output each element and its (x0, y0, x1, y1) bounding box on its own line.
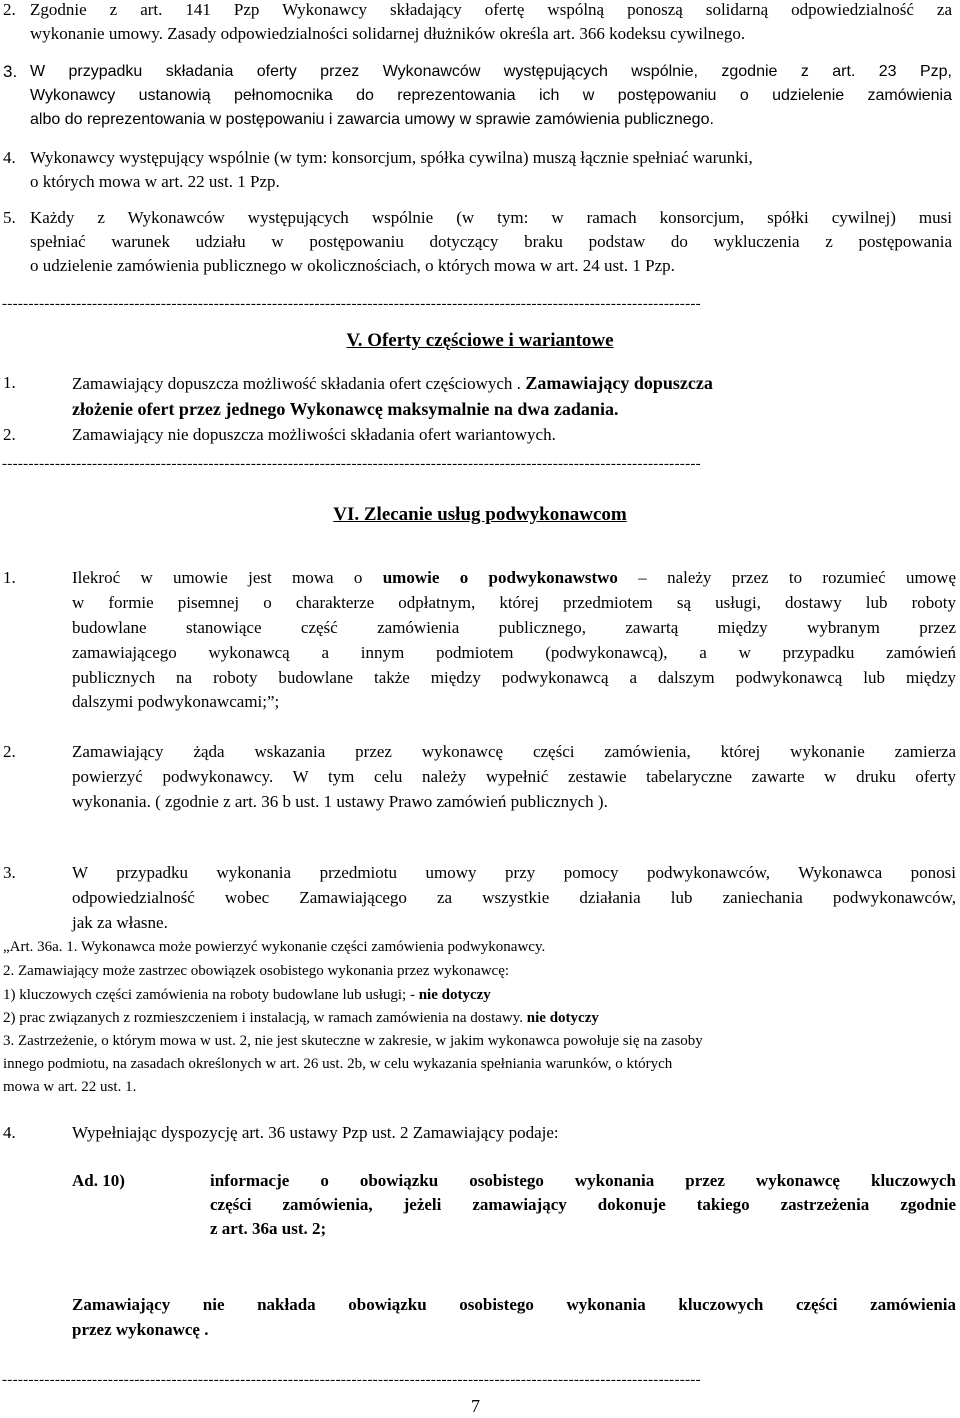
paragraph-line: zamawiającego wykonawcą a innym podmiotem (podwykonawcą), a w przypadku zamówień (72, 643, 956, 662)
separator-line: ------------------------------------------------------------------------------------------------------------------------------------ (2, 1372, 701, 1388)
paragraph-line: Zgodnie z art. 141 Pzp Wykonawcy składający ofertę wspólną ponoszą solidarną odpowiedzialność za (30, 0, 952, 19)
paragraph-line: Wykonawcy ustanowią pełnomocnika do reprezentowania ich w postępowaniu o udzielenie zamówienia (30, 87, 952, 104)
separator-line: ------------------------------------------------------------------------------------------------------------------------------------ (2, 296, 701, 312)
item-number: 3. (3, 62, 18, 81)
paragraph-line: Zamawiający żąda wskazania przez wykonawcę części zamówienia, której wykonanie zamierza (72, 742, 956, 761)
paragraph-line (72, 566, 956, 590)
bold-line: informacje o obowiązku osobistego wykonania przez wykonawcę kluczowych (210, 1171, 956, 1190)
item-number: 5. (3, 208, 16, 227)
paragraph-line: publicznych na roboty budowlane także między podwykonawcą a dalszym podwykonawcą lub między (72, 668, 956, 687)
paragraph-line: jak za własne. (72, 913, 168, 932)
paragraph-line: Wykonawcy występujący wspólnie (w tym: konsorcjum, spółka cywilna) muszą łącznie spełniać warunki, (30, 148, 753, 167)
paragraph-line: Zamawiający nie dopuszcza możliwości składania ofert wariantowych. (72, 425, 556, 444)
bold-text-run: nie dotyczy (526, 1010, 599, 1026)
section-heading: VI. Zlecanie usług podwykonawcom (333, 504, 627, 525)
paragraph-line: o udzielenie zamówienia publicznego w okolicznościach, o których mowa w art. 24 ust. 1 Pzp. (30, 256, 675, 275)
quote-line: „Art. 36a. 1. Wykonawca może powierzyć wykonanie części zamówienia podwykonawcy. (3, 939, 546, 955)
paragraph-line: Wypełniając dyspozycję art. 36 ustawy Pzp ust. 2 Zamawiający podaje: (72, 1123, 559, 1142)
bold-line: złożenie ofert przez jednego Wykonawcę maksymalnie na dwa zadania. (72, 399, 619, 419)
text-run: – należy przez to rozumieć umowę (617, 568, 956, 587)
bold-line: części zamówienia, jeżeli zamawiający dokonuje takiego zastrzeżenia zgodnie (210, 1195, 956, 1214)
text-run: Zamawiający dopuszcza możliwość składania ofert częściowych . (72, 374, 521, 393)
paragraph-line: wykonania. ( zgodnie z art. 36 b ust. 1 ustawy Prawo zamówień publicznych ). (72, 792, 608, 811)
paragraph-line: spełniać warunek udziału w postępowaniu dotyczący braku podstaw do wykluczenia z postępowania (30, 232, 952, 251)
paragraph-line: albo do reprezentowania w postępowaniu i zawarcia umowy w sprawie zamówienia publicznego. (30, 111, 714, 128)
page-number: 7 (471, 1396, 480, 1416)
section-heading: V. Oferty częściowe i wariantowe (346, 330, 614, 351)
ad-label: Ad. 10) (72, 1171, 125, 1190)
quote-line: innego podmiotu, na zasadach określonych w art. 26 ust. 2b, w celu wykazania spełniania warunków, o których (3, 1056, 673, 1072)
item-number: 1. (3, 568, 16, 587)
paragraph-line: powierzyć podwykonawcy. W tym celu należy wypełnić zestawie tabelaryczne zawarte w druku oferty (72, 767, 956, 786)
item-number: 2. (3, 0, 16, 19)
paragraph-line: w formie pisemnej o charakterze odpłatnym, której przedmiotem są usługi, dostawy lub roboty (72, 593, 956, 612)
quote-line (3, 984, 491, 1006)
item-number: 4. (3, 148, 16, 167)
item-number: 2. (3, 425, 16, 444)
bold-text-run: Zamawiający dopuszcza (520, 373, 713, 393)
bold-text-run: umowie o podwykonawstwo (382, 568, 618, 587)
paragraph-line: W przypadku wykonania przedmiotu umowy przy pomocy podwykonawców, Wykonawca ponosi (72, 863, 956, 882)
bold-line: Zamawiający nie nakłada obowiązku osobistego wykonania kluczowych części zamówienia (72, 1295, 956, 1314)
paragraph-line (72, 371, 713, 396)
quote-line: 2. Zamawiający może zastrzec obowiązek osobistego wykonania przez wykonawcę: (3, 963, 510, 979)
text-run: 2) prac związanych z rozmieszczeniem i instalacją, w ramach zamówienia na dostawy. (3, 1010, 527, 1026)
item-number: 3. (3, 863, 16, 882)
paragraph-line: budowlane stanowiące część zamówienia publicznego, zawartą między wybranym przez (72, 618, 956, 637)
item-number: 1. (3, 373, 16, 392)
quote-line: 3. Zastrzeżenie, o którym mowa w ust. 2, nie jest skuteczne w zakresie, w jakim wykonawca powołuje się na zasoby (3, 1033, 703, 1049)
item-number: 4. (3, 1123, 16, 1142)
quote-line (3, 1007, 599, 1029)
paragraph-line: wykonanie umowy. Zasady odpowiedzialności solidarnej dłużników określa art. 366 kodeksu cywilnego. (30, 24, 746, 43)
separator-line: ------------------------------------------------------------------------------------------------------------------------------------ (2, 456, 701, 472)
text-run: Ilekroć w umowie jest mowa o (72, 568, 383, 587)
bold-line: z art. 36a ust. 2; (210, 1219, 327, 1238)
bold-line: przez wykonawcę . (72, 1320, 209, 1339)
paragraph-line: o których mowa w art. 22 ust. 1 Pzp. (30, 172, 280, 191)
paragraph-line: W przypadku składania oferty przez Wykonawców występujących wspólnie, zgodnie z art. 23 Pzp, (30, 63, 952, 80)
paragraph-line: Każdy z Wykonawców występujących wspólnie (w tym: w ramach konsorcjum, spółki cywilnej) musi (30, 208, 952, 227)
paragraph-line: dalszymi podwykonawcami;”; (72, 692, 280, 711)
item-number: 2. (3, 742, 16, 761)
paragraph-line: odpowiedzialność wobec Zamawiającego za wszystkie działania lub zaniechania podwykonawców, (72, 888, 956, 907)
bold-text-run: nie dotyczy (418, 987, 491, 1003)
text-run: 1) kluczowych części zamówienia na roboty budowlane lub usługi; - (3, 987, 419, 1003)
quote-line: mowa w art. 22 ust. 1. (3, 1079, 137, 1095)
